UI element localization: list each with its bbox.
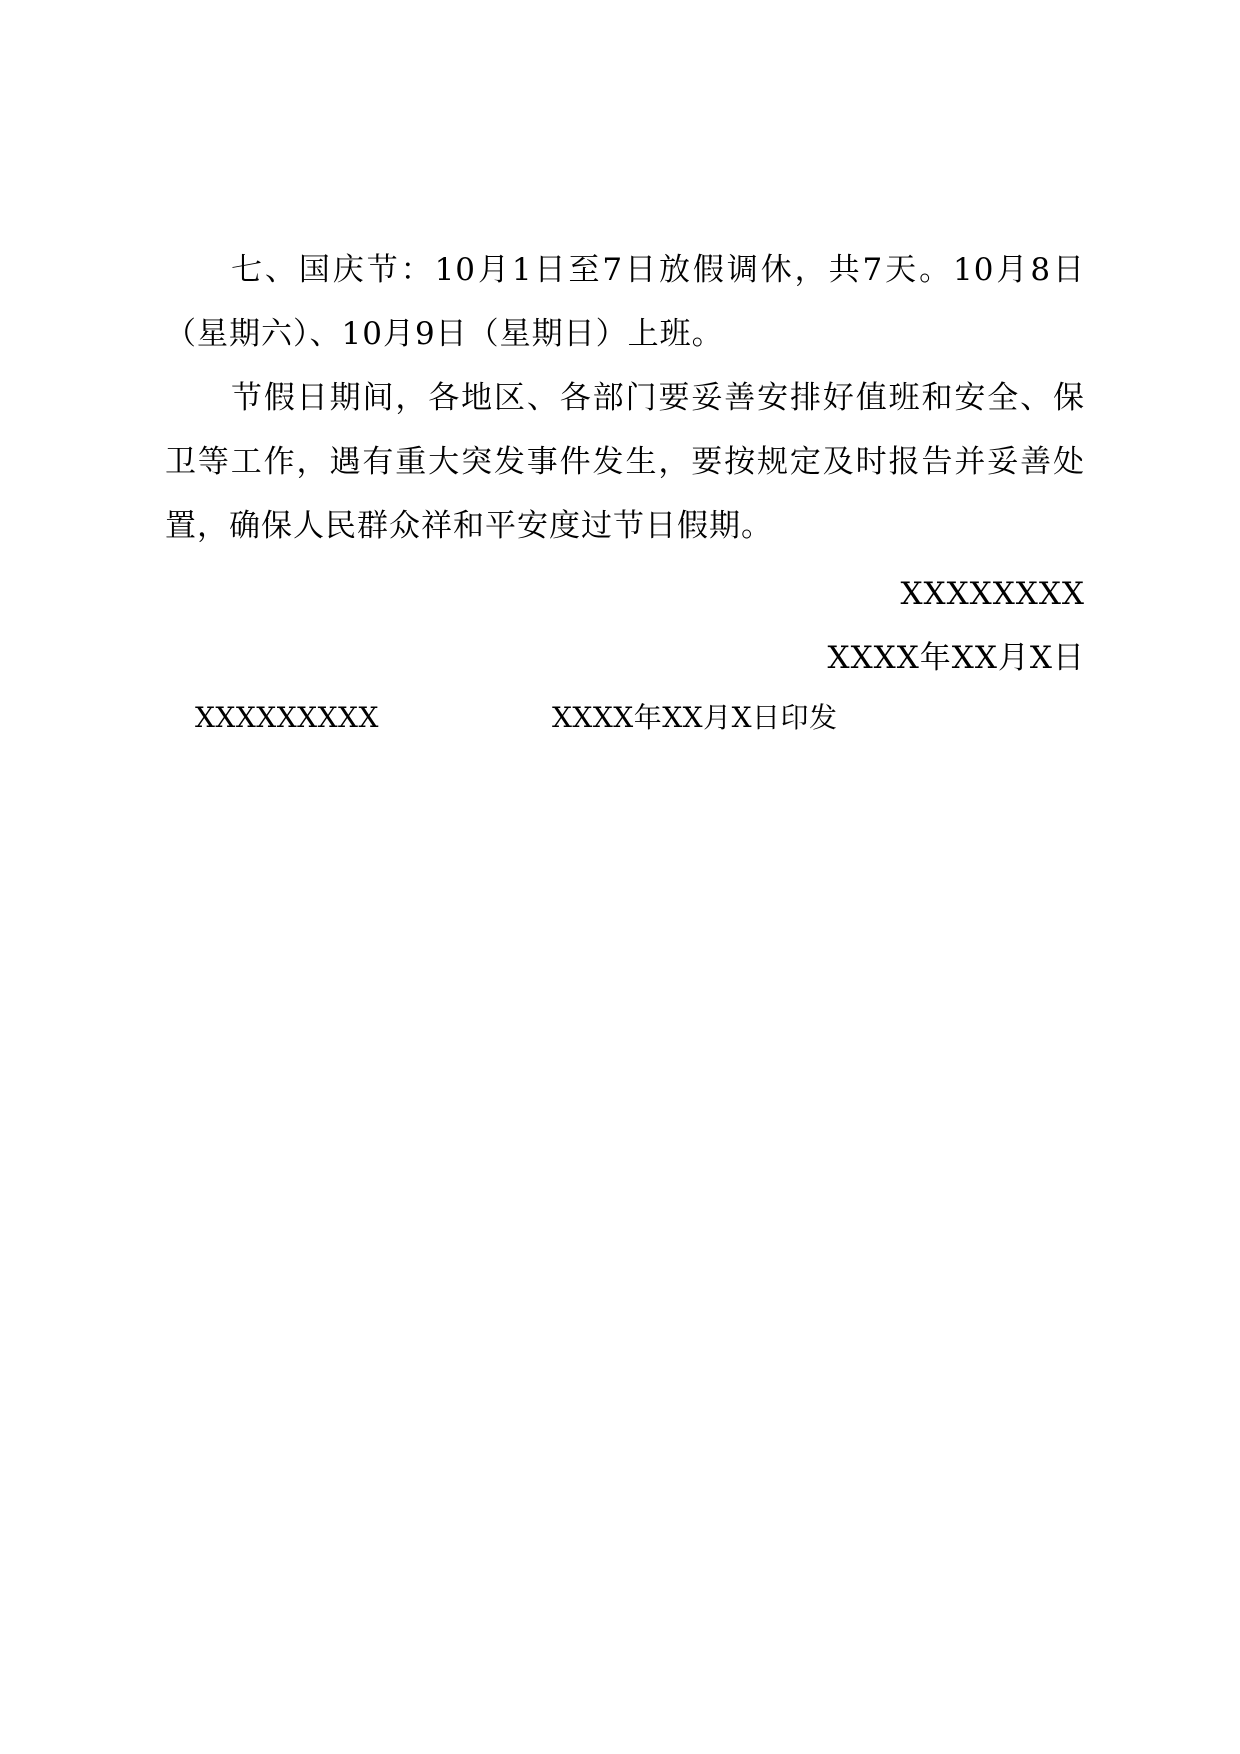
print-record-date: XXXX年XX月X日印发 xyxy=(552,701,838,734)
document-body xyxy=(165,238,1085,558)
paragraph-national-day: 七、国庆节：10月1日至7日放假调休，共7天。10月8日（星期六）、10月9日（星期日）上班。 xyxy=(165,252,1085,352)
signature-block xyxy=(485,562,1085,690)
print-record-issuer: XXXXXXXXX xyxy=(195,701,379,734)
signature-date: XXXX年XX月X日 xyxy=(827,640,1085,676)
signature-issuer: XXXXXXXX xyxy=(900,576,1085,612)
paragraph-duty-arrangement: 节假日期间，各地区、各部门要妥善安排好值班和安全、保卫等工作，遇有重大突发事件发生，要按规定及时报告并妥善处置，确保人民群众祥和平安度过节日假期。 xyxy=(165,380,1085,544)
